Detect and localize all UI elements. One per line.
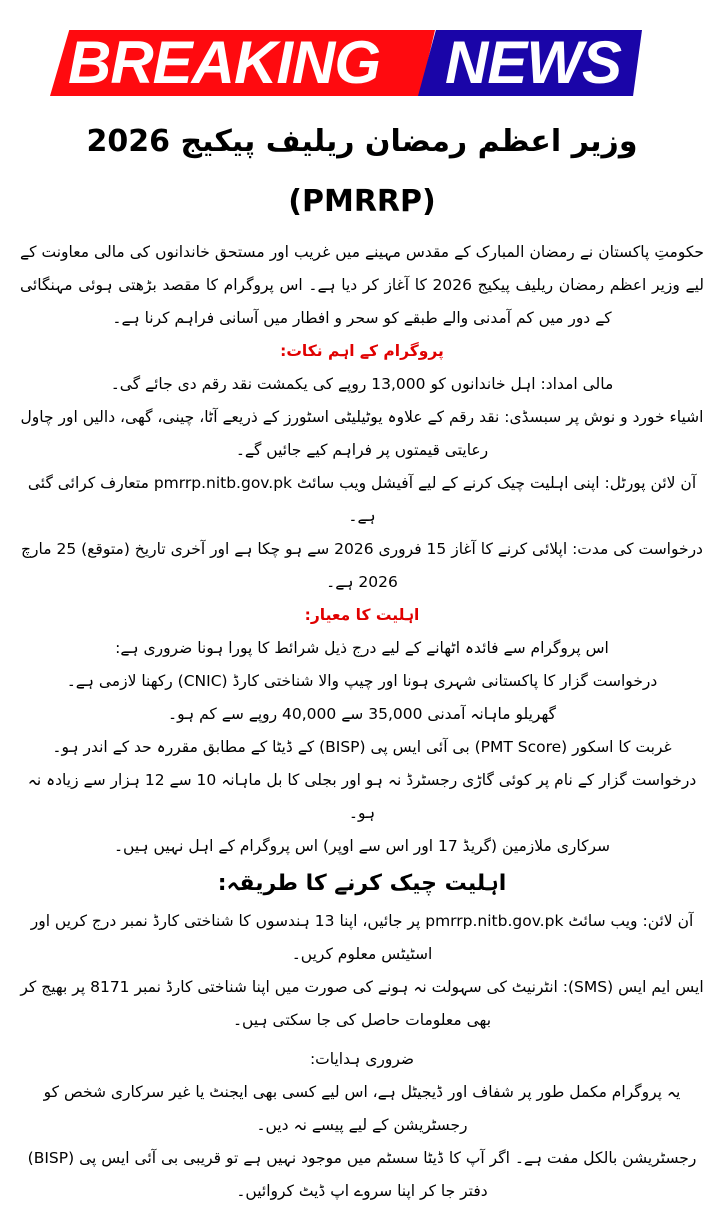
highlight-item: مالی امداد: اہل خاندانوں کو 13,000 روپے کی یکمشت نقد رقم دی جائے گی۔ [110,375,614,393]
banner-word-news: NEWS [445,29,621,96]
instructions-heading: ضروری ہدایات: [309,1050,415,1068]
highlight-item: درخواست کی مدت: اپلائی کرنے کا آغاز 15 فروری 2026 سے ہو چکا ہے اور آخری تاریخ (متوقع) 25 مارچ 2026 ہے۔ [21,540,703,591]
breaking-news-banner [50,30,642,96]
highlight-item: آن لائن پورٹل: اپنی اہلیت چیک کرنے کے لیے آفیشل ویب سائٹ pmrrp.nitb.gov.pk متعارف کرائی گئی ہے۔ [27,474,697,525]
eligibility-intro: اس پروگرام سے فائدہ اٹھانے کے لیے درج ذیل شرائط کا پورا ہونا ضروری ہے: [115,639,609,657]
instruction-item: رجسٹریشن بالکل مفت ہے۔ اگر آپ کا ڈیٹا سسٹم میں موجود نہیں ہے تو قریبی بی آئی ایس پی (BISP) دفتر جا کر اپنا سروے اپ ڈیٹ کروائیں۔ [27,1149,697,1200]
eligibility-heading: اہلیت کا معیار: [304,606,420,624]
eligibility-item: گھریلو ماہانہ آمدنی 35,000 سے 40,000 روپے سے کم ہو۔ [168,705,556,723]
highlight-item: اشیاء خورد و نوش پر سبسڈی: نقد رقم کے علاوہ یوٹیلیٹی اسٹورز کے ذریعے آٹا، چینی، گھی، دالیں اور چاول رعایتی قیمتوں پر فراہم کیے جائیں گے۔ [20,408,704,459]
article [20,112,704,1208]
highlights-heading: پروگرام کے اہم نکات: [280,342,444,360]
method-item: ایس ایم ایس (SMS): انٹرنیٹ کی سہولت نہ ہونے کی صورت میں اپنا شناختی کارڈ نمبر 8171 پر بھیج کر بھی معلومات حاصل کی جا سکتی ہیں۔ [20,978,704,1029]
intro-paragraph: حکومتِ پاکستان نے رمضان المبارک کے مقدس مہینے میں غریب اور مستحق خاندانوں کی مالی معاونت کے لیے وزیر اعظم رمضان ریلیف پیکیج 2026 کا آغاز کر دیا ہے۔ اس پروگرام کا مقصد بڑھتی ہوئی مہنگائی کے دور میں کم آمدنی والے طبقے کو سحر و افطار میں آسانی فراہم کرنا ہے۔ [20,243,704,327]
instruction-item: یہ پروگرام مکمل طور پر شفاف اور ڈیجیٹل ہے، اس لیے کسی بھی ایجنٹ یا غیر سرکاری شخص کو رجسٹریشن کے لیے پیسے نہ دیں۔ [43,1083,681,1134]
eligibility-item: سرکاری ملازمین (گریڈ 17 اور اس سے اوپر) اس پروگرام کے اہل نہیں ہیں۔ [113,837,611,855]
page-title: وزیر اعظم رمضان ریلیف پیکیج 2026 (PMRRP) [86,124,638,219]
eligibility-item: درخواست گزار کے نام پر کوئی گاڑی رجسٹرڈ نہ ہو اور بجلی کا بل ماہانہ 10 سے 12 ہزار سے زیادہ نہ ہو۔ [27,771,697,822]
method-item: آن لائن: ویب سائٹ pmrrp.nitb.gov.pk پر جائیں، اپنا 13 ہندسوں کا شناختی کارڈ نمبر درج کریں اور اسٹیٹس معلوم کریں۔ [30,912,694,963]
banner-word-breaking: BREAKING [68,29,381,96]
eligibility-item: غربت کا اسکور (PMT Score) بی آئی ایس پی (BISP) کے ڈیٹا کے مطابق مقررہ حد کے اندر ہو۔ [52,738,672,756]
eligibility-item: درخواست گزار کا پاکستانی شہری ہونا اور چیپ والا شناختی کارڈ (CNIC) رکھنا لازمی ہے۔ [66,672,658,690]
method-heading: اہلیت چیک کرنے کا طریقہ: [217,871,507,896]
